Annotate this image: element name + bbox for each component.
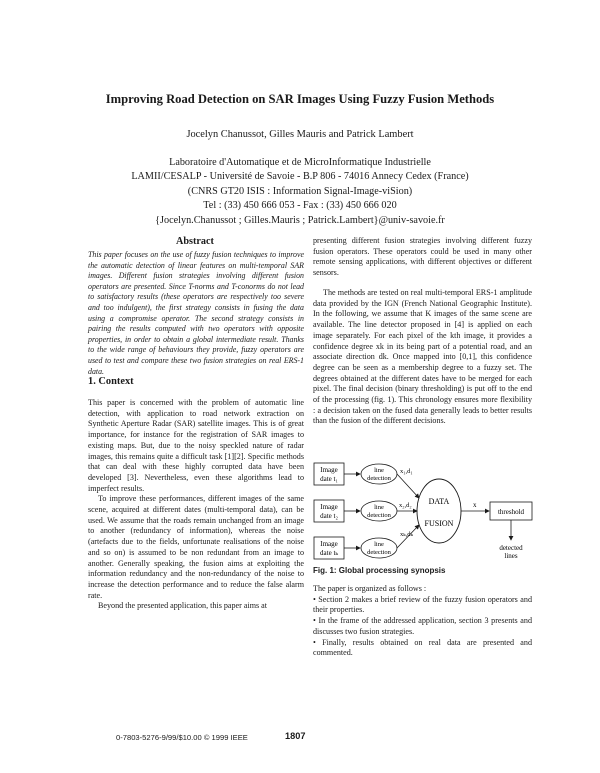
page-number: 1807 <box>285 731 306 741</box>
paper-title: Improving Road Detection on SAR Images Using Fuzzy Fusion Methods <box>105 92 495 106</box>
organization-item: • Finally, results obtained on real data are presented and commented. <box>313 637 532 658</box>
fusion-label: DATA <box>428 497 450 506</box>
image-date: date t₁ <box>320 475 338 483</box>
affiliation-line: LAMII/CESALP - Université de Savoie - B.P 806 - 74016 Annecy Cedex (France) <box>131 171 469 183</box>
detector-label: line <box>374 541 384 548</box>
footer-isbn: 0-7803-5276-9/99/$10.00 © 1999 IEEE <box>116 733 248 742</box>
detector-label: detection <box>367 549 391 556</box>
methods-paragraph <box>313 288 532 427</box>
organization-line: The paper is organized as follows : <box>313 584 427 593</box>
fused-output: x <box>473 501 477 509</box>
detector-label: detection <box>367 475 391 482</box>
organization-item: • In the frame of the addressed application, section 3 presents and discusses two fusion strategies. <box>313 616 532 636</box>
image-date: date tₖ <box>320 549 338 557</box>
abstract-text: This paper focuses on the use of fuzzy fusion techniques to improve the automatic detection of linear features on multi-temporal SAR images. Different fusion strategies involving different fusion operators are presented. Since T-norms and T-conorms do not lead to satisfactory results (these operators are respectively too severe and too indulgent), the first strategy consists in fusing the data using a compromise operator. The second strategy consists in pairing the results computed with two operators with opposite properties, in order to obtain a global intermediate result. Thanks to the wide range of behaviours they provide, fuzzy operators are used to test and compare these two fusion strategies on real ERS-1 data. <box>88 250 304 376</box>
abstract-heading: Abstract <box>176 236 214 247</box>
threshold-label: threshold <box>497 508 525 516</box>
affiliation-line: Laboratoire d'Automatique et de MicroInformatique Industrielle <box>169 157 431 168</box>
paper-organization <box>313 584 532 659</box>
paragraph: The methods are tested on real multi-temporal ERS-1 amplitude data provided by the IGN (French National Geographic Institute). In the following, we assume that K images of the same scene are available. The line detector proposed in [4] is applied on each image separately. For each pixel of the kth image, it provides a confidence degree xk in its being part of a potential road, and an associate direction dk. Once mapped into [0,1], this confidence degree can be seen as a membership degree to a fuzzy set. The degrees obtained at the different dates have to be merged for each pixel. The final decision (binary thresholding) is put off to the end of the processing (fig. 1). This chronology ensures more flexibility : a decision taken on the fused data generally leads to better results than the fusion of the different decisions. <box>313 288 532 426</box>
detector-label: line <box>374 504 384 511</box>
paragraph: Beyond the presented application, this paper aims at <box>98 601 268 611</box>
detector-label: detection <box>367 512 391 519</box>
affiliation-line: Tel : (33) 450 666 053 - Fax : (33) 450 666 020 <box>203 200 397 212</box>
detector-label: line <box>374 467 384 474</box>
section-1-heading: 1. Context <box>88 376 134 387</box>
figure-caption: Fig. 1: Global processing synopsis <box>313 566 446 575</box>
section-1-body <box>88 398 304 612</box>
paper-authors: Jocelyn Chanussot, Gilles Mauris and Patrick Lambert <box>186 129 414 140</box>
image-label: Image <box>320 540 338 548</box>
detector-output: x₂,d₂ <box>399 502 412 509</box>
affiliation-emails: {Jocelyn.Chanussot ; Gilles.Mauris ; Patrick.Lambert}@univ-savoie.fr <box>155 214 445 226</box>
detector-output: x₁,d₁ <box>400 468 413 475</box>
affiliation <box>0 156 600 228</box>
image-date: date t₂ <box>320 512 338 520</box>
organization-item: • Section 2 makes a brief review of the fuzzy fusion operators and their properties. <box>313 594 532 615</box>
paragraph: To improve these performances, different images of the same scene, acquired at different dates (multi-temporal data), can be used. We assume that the roads remain unchanged from an image to another (redundancy of information), whereas the noise (artefacts due to the fields, unfortunate realisations of the noise and so on) is assumed to be non redundant from an image to another. Generally speaking, the fusion aims at exploiting the information redundancy and the non-redundancy of the noise to increase the detection performance and to reduce the false alarm rate. <box>88 494 304 600</box>
image-label: Image <box>320 466 338 474</box>
affiliation-line: (CNRS GT20 ISIS : Information Signal-Image-viSion) <box>187 185 413 197</box>
detector-output: xₖ,dₖ <box>400 531 413 538</box>
fusion-label: FUSION <box>424 519 454 528</box>
result-label: lines <box>504 552 518 560</box>
data-fusion-node <box>417 479 461 543</box>
paragraph: This paper is concerned with the problem of automatic line detection, with application to road network extraction on Synthetic Aperture Radar (SAR) satellite images. This is of great importance, for instance for the registration of SAR images to existing maps. But, due to the noisy speckled nature of radar images, this remains quite a difficult task [1][2]. Specific methods that can deal with these highly corrupted data have been developed [3]. Nevertheless, even these algorithms lead to imperfect results. <box>88 398 304 493</box>
figure-1-synopsis <box>313 460 535 564</box>
result-label: detected <box>499 544 523 552</box>
right-intro-paragraph: presenting different fusion strategies involving different fuzzy fusion operators. These operators could be used in many other remote sensing applications, with different objectives or different sensors. <box>313 236 532 278</box>
image-label: Image <box>320 503 338 511</box>
